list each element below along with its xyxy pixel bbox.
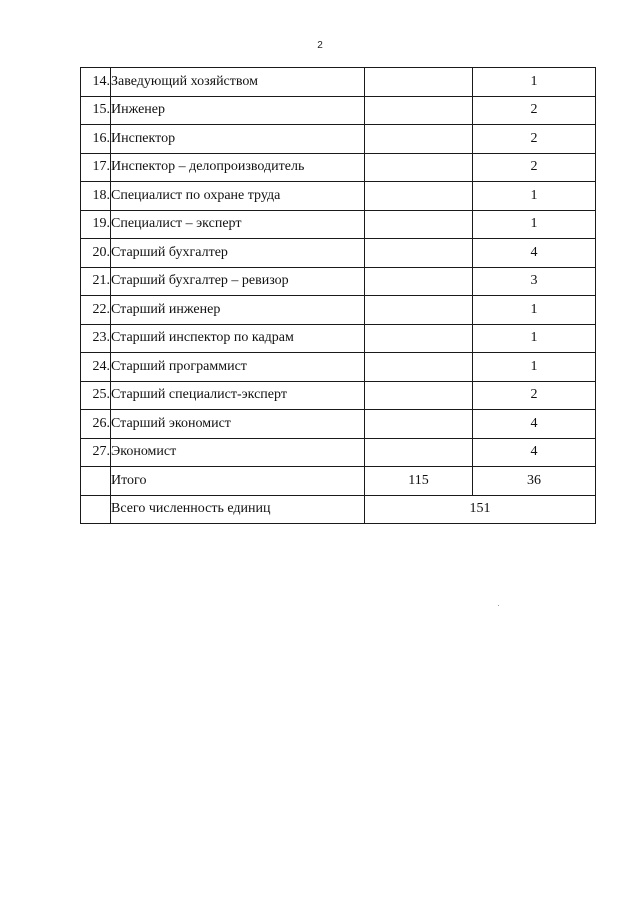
table-row (81, 267, 596, 296)
position-count-col2: 2 (473, 125, 596, 154)
position-count-col1 (365, 353, 473, 382)
table-row (81, 410, 596, 439)
grand-total-num-cell (81, 495, 111, 524)
row-number: 26. (81, 410, 111, 439)
position-count-col2: 1 (473, 353, 596, 382)
position-count-col1 (365, 153, 473, 182)
position-count-col1 (365, 296, 473, 325)
table-row (81, 381, 596, 410)
position-name: Старший бухгалтер – ревизор (111, 267, 365, 296)
position-count-col1 (365, 410, 473, 439)
position-count-col1 (365, 68, 473, 97)
row-number: 24. (81, 353, 111, 382)
position-name: Инспектор – делопроизводитель (111, 153, 365, 182)
position-name: Старший программист (111, 353, 365, 382)
table-row (81, 68, 596, 97)
grand-total-row (81, 495, 596, 524)
table-row (81, 96, 596, 125)
position-count-col1 (365, 438, 473, 467)
row-number: 17. (81, 153, 111, 182)
row-number: 23. (81, 324, 111, 353)
position-count-col1 (365, 324, 473, 353)
subtotal-row (81, 467, 596, 496)
row-number: 25. (81, 381, 111, 410)
position-count-col2: 4 (473, 239, 596, 268)
table-row (81, 153, 596, 182)
position-count-col2: 2 (473, 96, 596, 125)
position-count-col1 (365, 239, 473, 268)
position-count-col1 (365, 267, 473, 296)
position-count-col2: 4 (473, 438, 596, 467)
table-row (81, 239, 596, 268)
row-number: 22. (81, 296, 111, 325)
row-number: 14. (81, 68, 111, 97)
table-row (81, 182, 596, 211)
staff-table-body (81, 68, 596, 524)
position-name: Старший инспектор по кадрам (111, 324, 365, 353)
position-name: Специалист – эксперт (111, 210, 365, 239)
position-name: Старший бухгалтер (111, 239, 365, 268)
row-number: 27. (81, 438, 111, 467)
position-count-col1 (365, 182, 473, 211)
position-count-col1 (365, 96, 473, 125)
position-name: Экономист (111, 438, 365, 467)
position-name: Старший экономист (111, 410, 365, 439)
position-name: Заведующий хозяйством (111, 68, 365, 97)
scan-speck (498, 605, 499, 606)
table-row (81, 125, 596, 154)
row-number: 20. (81, 239, 111, 268)
grand-total-value: 151 (365, 495, 596, 524)
position-count-col2: 2 (473, 153, 596, 182)
position-name: Инженер (111, 96, 365, 125)
position-count-col2: 1 (473, 210, 596, 239)
table-row (81, 296, 596, 325)
row-number: 19. (81, 210, 111, 239)
table-row (81, 438, 596, 467)
position-count-col2: 2 (473, 381, 596, 410)
position-name: Инспектор (111, 125, 365, 154)
position-name: Старший специалист-эксперт (111, 381, 365, 410)
position-name: Специалист по охране труда (111, 182, 365, 211)
position-count-col2: 3 (473, 267, 596, 296)
position-count-col1 (365, 210, 473, 239)
table-row (81, 353, 596, 382)
subtotal-num-cell (81, 467, 111, 496)
subtotal-col1: 115 (365, 467, 473, 496)
row-number: 21. (81, 267, 111, 296)
table-row (81, 324, 596, 353)
position-count-col2: 1 (473, 68, 596, 97)
page-number: 2 (317, 40, 323, 51)
position-count-col2: 1 (473, 182, 596, 211)
row-number: 15. (81, 96, 111, 125)
position-name: Старший инженер (111, 296, 365, 325)
subtotal-label: Итого (111, 467, 365, 496)
grand-total-label: Всего численность единиц (111, 495, 365, 524)
table-row (81, 210, 596, 239)
row-number: 16. (81, 125, 111, 154)
position-count-col2: 1 (473, 296, 596, 325)
row-number: 18. (81, 182, 111, 211)
staff-table (80, 67, 596, 524)
subtotal-col2: 36 (473, 467, 596, 496)
position-count-col1 (365, 381, 473, 410)
position-count-col2: 1 (473, 324, 596, 353)
position-count-col1 (365, 125, 473, 154)
position-count-col2: 4 (473, 410, 596, 439)
